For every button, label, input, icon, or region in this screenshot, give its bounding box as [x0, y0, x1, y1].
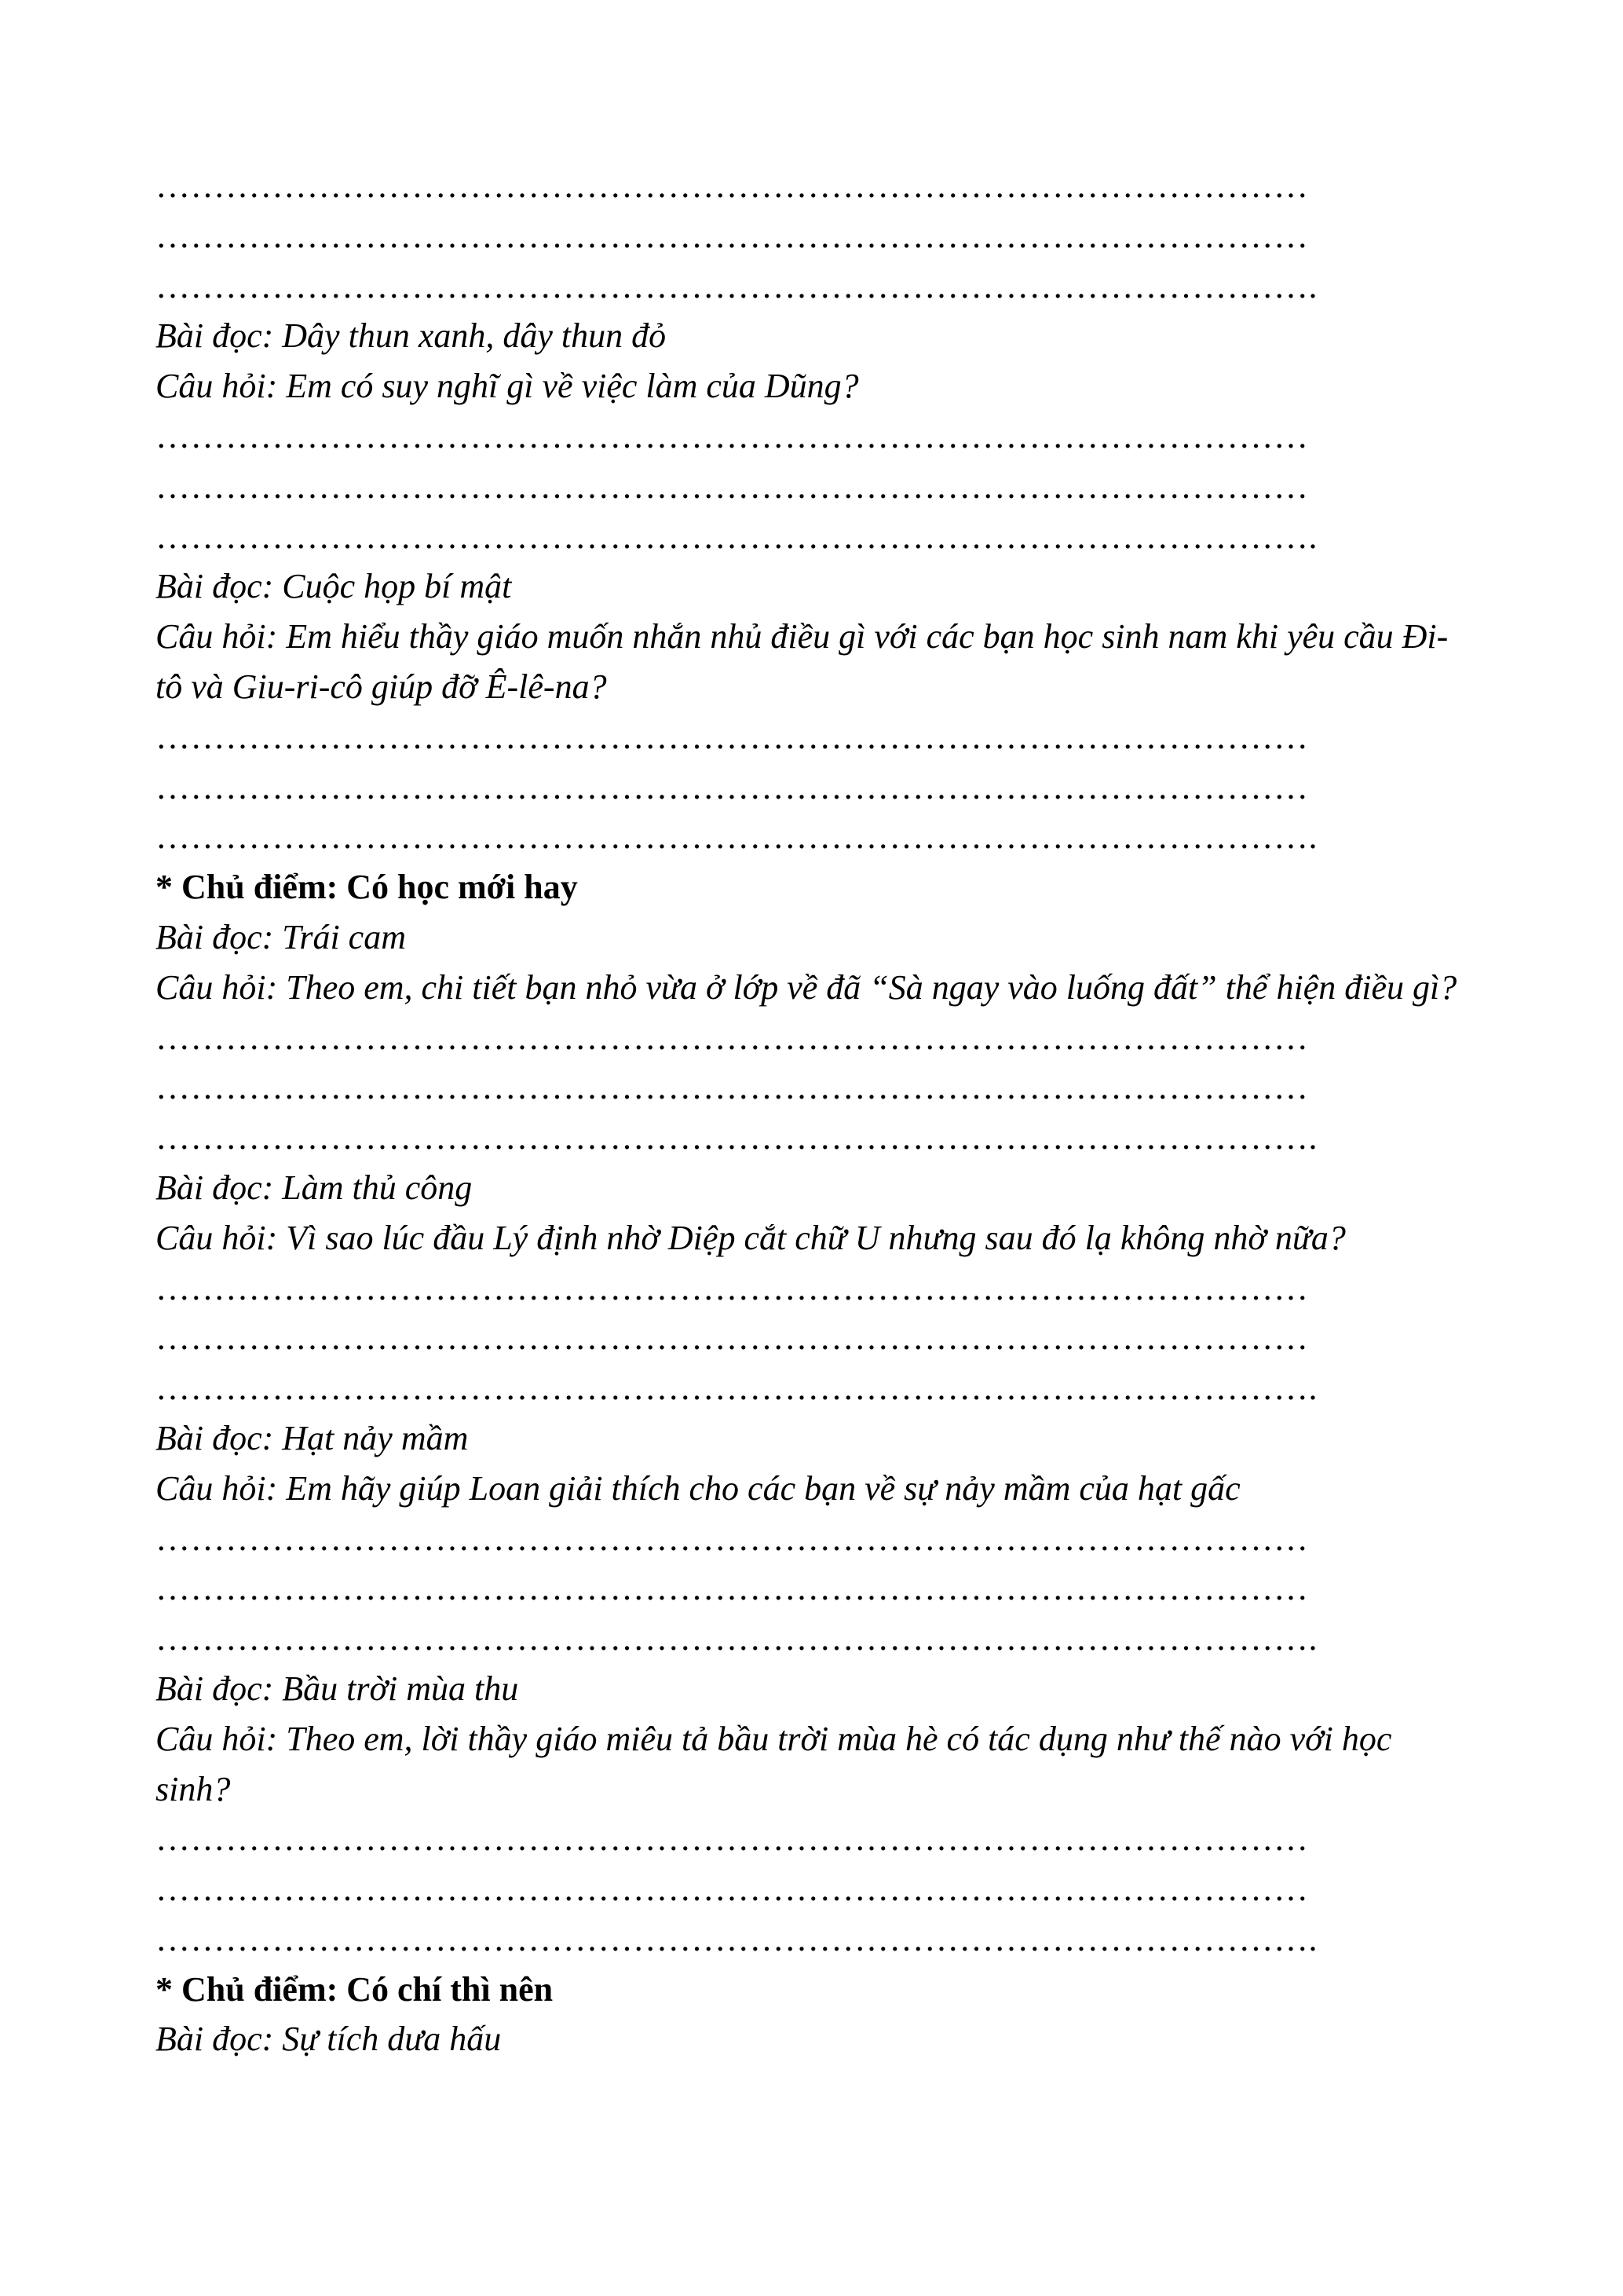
answer-line[interactable]: ……………………………………………………………………………………… — [155, 1870, 1309, 1909]
answer-line[interactable]: ……………………………………………………………………………………… — [155, 1569, 1309, 1608]
reading-title: Bài đọc: Trái cam — [155, 917, 406, 956]
question-text: Câu hỏi: Theo em, lời thầy giáo miêu tả bầu trời mùa hè có tác dụng như thế nào với học sinh? — [155, 1719, 1392, 1808]
question-text: Câu hỏi: Em hiểu thầy giáo muốn nhắn nhủ điều gì với các bạn học sinh nam khi yêu cầu Đi-tô và Giu-ri-cô giúp đỡ Ê-lê-na? — [155, 617, 1449, 706]
answer-line[interactable]: ……………………………………………………………………………………… — [155, 166, 1309, 205]
answer-line[interactable]: ……………………………………………………………………………………… — [155, 1068, 1309, 1107]
answer-line[interactable]: ……………………………………………………………………………………… — [155, 1819, 1309, 1859]
question-text: Câu hỏi: Theo em, chi tiết bạn nhỏ vừa ở lớp về đã “Sà ngay vào luống đất” thể hiện điều gì? — [155, 967, 1457, 1007]
reading-title: Bài đọc: Dây thun xanh, dây thun đỏ — [155, 316, 667, 356]
answer-line[interactable]: ………………………………………………………………………………………. — [155, 1619, 1318, 1658]
reading-title: Bài đọc: Sự tích dưa hấu — [155, 2020, 502, 2059]
answer-line[interactable]: ………………………………………………………………………………………. — [155, 517, 1318, 556]
answer-line[interactable]: ………………………………………………………………………………………. — [155, 1369, 1318, 1408]
worksheet-page — [155, 161, 1475, 2064]
answer-line[interactable]: ………………………………………………………………………………………. — [155, 1919, 1318, 1958]
answer-line[interactable]: ……………………………………………………………………………………… — [155, 1018, 1309, 1057]
answer-line[interactable]: ……………………………………………………………………………………… — [155, 216, 1309, 255]
question-text: Câu hỏi: Vì sao lúc đầu Lý định nhờ Diệp cắt chữ U nhưng sau đó lạ không nhờ nữa? — [155, 1218, 1346, 1257]
reading-title: Bài đọc: Hạt nảy mầm — [155, 1418, 469, 1457]
answer-line[interactable]: ……………………………………………………………………………………… — [155, 1318, 1309, 1358]
answer-line[interactable]: ………………………………………………………………………………………. — [155, 1118, 1318, 1157]
reading-title: Bài đọc: Cuộc họp bí mật — [155, 567, 512, 606]
answer-line[interactable]: ……………………………………………………………………………………… — [155, 1268, 1309, 1307]
answer-line[interactable]: ……………………………………………………………………………………… — [155, 1519, 1309, 1558]
reading-title: Bài đọc: Bầu trời mùa thu — [155, 1669, 519, 1708]
answer-line[interactable]: ……………………………………………………………………………………… — [155, 466, 1309, 506]
reading-title: Bài đọc: Làm thủ công — [155, 1168, 473, 1207]
answer-line[interactable]: ……………………………………………………………………………………… — [155, 767, 1309, 806]
question-text: Câu hỏi: Em hãy giúp Loan giải thích cho các bạn về sự nảy mầm của hạt gấc — [155, 1468, 1241, 1508]
answer-line[interactable]: ……………………………………………………………………………………… — [155, 416, 1309, 455]
answer-line[interactable]: ……………………………………………………………………………………… — [155, 717, 1309, 756]
question-text: Câu hỏi: Em có suy nghĩ gì về việc làm của Dũng? — [155, 367, 859, 406]
answer-line[interactable]: ………………………………………………………………………………………. — [155, 817, 1318, 857]
section-theme-heading: * Chủ điểm: Có chí thì nên — [155, 1969, 554, 2009]
answer-line[interactable]: ………………………………………………………………………………………. — [155, 266, 1318, 305]
section-theme-heading: * Chủ điểm: Có học mới hay — [155, 868, 578, 907]
